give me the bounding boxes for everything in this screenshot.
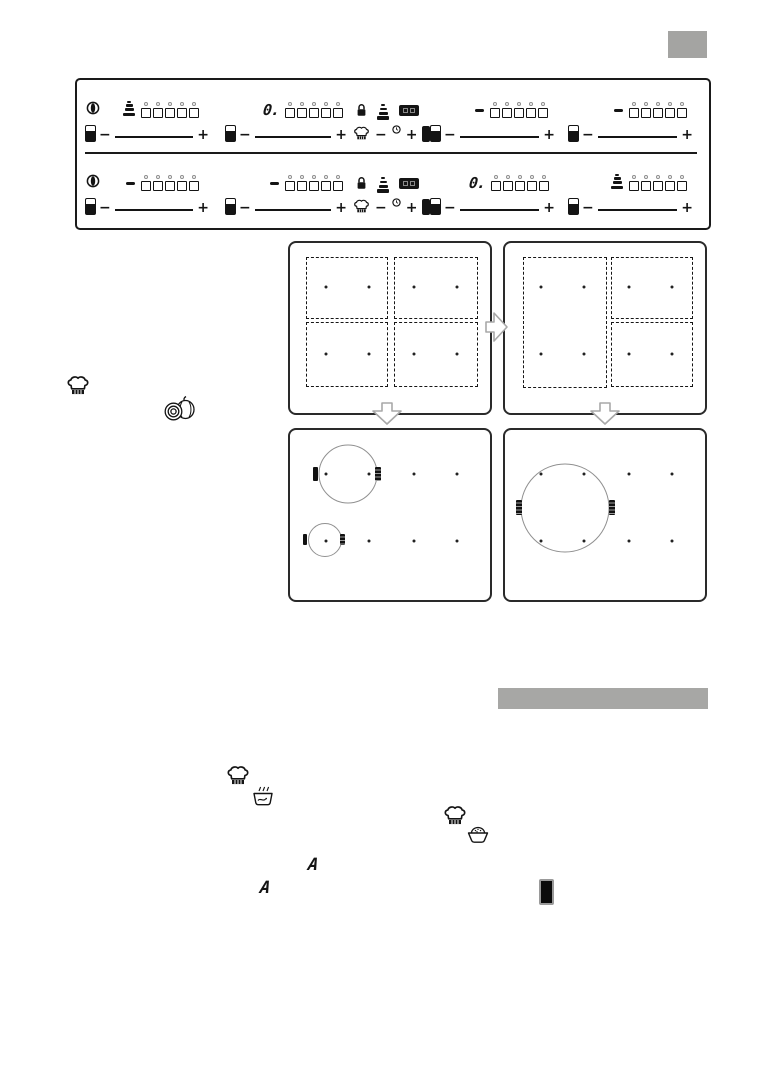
zone-off-indicator — [475, 109, 484, 113]
pan-sensor-dot — [456, 473, 459, 476]
power-level-squares — [490, 102, 548, 118]
power-level-square — [515, 175, 525, 191]
onion-icon — [162, 392, 198, 422]
pan-sensor-dot — [671, 353, 674, 356]
slider-display-icon — [430, 125, 441, 142]
slider-display-icon — [225, 198, 236, 215]
power-level-square — [333, 102, 343, 118]
power-level-square — [333, 175, 343, 191]
cooking-zone-outline — [306, 257, 388, 319]
timer-minus: − — [375, 127, 387, 143]
lock-icon — [356, 176, 367, 190]
slider-track — [598, 209, 678, 211]
power-level-square — [309, 175, 319, 191]
power-level-square — [653, 175, 663, 191]
bridge-zones-icon — [399, 178, 419, 189]
power-level-square — [665, 175, 675, 191]
section-heading-bar — [498, 688, 708, 709]
chef-hat-icon — [226, 765, 250, 788]
zone1-indicator-group — [117, 173, 199, 191]
power-level-square — [502, 102, 512, 118]
cooking-zone-outline — [306, 322, 388, 387]
power-level-squares — [629, 102, 687, 118]
timer-controls-group — [353, 124, 430, 142]
zone-display: 0. — [262, 101, 280, 119]
slider-minus: − — [444, 127, 456, 143]
zone-display: 0. — [468, 174, 486, 192]
slider-plus: + — [197, 200, 209, 216]
hob-layout-large-pot — [503, 428, 707, 602]
power-level-square — [189, 175, 199, 191]
zone2-power-slider — [225, 197, 347, 215]
pan-sensor-dot — [413, 353, 416, 356]
slider-display-icon — [85, 125, 96, 142]
zone1-power-slider — [85, 197, 209, 215]
zone2-power-slider — [225, 124, 347, 142]
pot-handle — [516, 500, 522, 515]
slider-minus: − — [239, 200, 251, 216]
slider-plus: + — [335, 127, 347, 143]
power-level-square — [177, 102, 187, 118]
pan-sensor-dot — [628, 473, 631, 476]
rice-bowl-icon — [465, 823, 491, 845]
slider-track — [255, 209, 332, 211]
pan-sensor-dot — [413, 473, 416, 476]
power-level-square — [165, 102, 175, 118]
pan-sensor-dot — [583, 540, 586, 543]
power-level-square — [285, 102, 295, 118]
pan-sensor-dot — [456, 353, 459, 356]
power-level-square — [153, 175, 163, 191]
chef-hat-icon — [353, 126, 370, 142]
pan-sensor-dot — [628, 540, 631, 543]
slider-plus: + — [681, 200, 693, 216]
zone4-indicator-group — [605, 173, 687, 191]
zone2-indicator-group — [257, 100, 343, 118]
slider-plus: + — [543, 200, 555, 216]
power-level-squares — [285, 102, 343, 118]
arrow-down-icon — [371, 402, 403, 426]
power-level-square — [285, 175, 295, 191]
slider-plus: + — [543, 127, 555, 143]
slider-minus: − — [99, 127, 111, 143]
power-level-square — [297, 175, 307, 191]
slider-minus: − — [239, 127, 251, 143]
power-level-squares — [141, 175, 199, 191]
arrow-right-icon — [485, 311, 509, 343]
pan-sensor-dot — [583, 286, 586, 289]
panel-divider — [85, 152, 697, 154]
pan-sensor-dot — [540, 473, 543, 476]
pan-sensor-dot — [583, 353, 586, 356]
hob-layout-two-pots — [288, 428, 492, 602]
pot-handle — [375, 467, 381, 481]
pan-sensor-dot — [325, 286, 328, 289]
power-icon — [86, 101, 100, 115]
pan-sensor-dot — [413, 540, 416, 543]
slider-track — [255, 136, 332, 138]
slider-track — [598, 136, 678, 138]
page-number-badge — [668, 31, 707, 58]
pan-sensor-dot — [583, 473, 586, 476]
zone1-indicator-group — [117, 100, 199, 118]
pan-sensor-dot — [540, 286, 543, 289]
zone1-power-slider — [85, 124, 209, 142]
zone-off-indicator — [614, 109, 623, 113]
pot-outline-xl — [521, 464, 610, 553]
timer-plus: + — [405, 127, 418, 143]
power-level-square — [141, 175, 151, 191]
pan-sensor-dot — [368, 353, 371, 356]
heat-level-icon — [611, 174, 623, 190]
power-level-square — [629, 102, 639, 118]
slider-track — [460, 209, 540, 211]
arrow-down-icon — [589, 402, 621, 426]
auto-heatup-display: A — [306, 855, 320, 875]
power-level-square — [321, 175, 331, 191]
slider-display-icon — [430, 198, 441, 215]
heat-level-icon — [377, 177, 389, 193]
center-icons-group — [356, 176, 419, 195]
power-level-square — [677, 102, 687, 118]
slider-display-icon — [225, 125, 236, 142]
power-level-square — [153, 102, 163, 118]
power-level-square — [527, 175, 537, 191]
power-level-squares — [285, 175, 343, 191]
timer-plus: + — [405, 200, 418, 216]
pan-sensor-dot — [456, 540, 459, 543]
lock-icon — [356, 103, 367, 117]
slider-display-icon — [568, 125, 579, 142]
zone3-power-slider — [430, 124, 555, 142]
slider-plus: + — [335, 200, 347, 216]
timer-controls-group — [353, 197, 430, 215]
pan-sensor-dot — [368, 540, 371, 543]
pan-sensor-dot — [628, 286, 631, 289]
zone3-power-slider — [430, 197, 555, 215]
power-level-square — [491, 175, 501, 191]
slider-minus: − — [444, 200, 456, 216]
bridged-zone-outline — [523, 257, 607, 388]
booster-display-key — [539, 879, 554, 905]
power-level-square — [503, 175, 513, 191]
power-level-square — [321, 102, 331, 118]
pot-handle — [340, 534, 345, 545]
pan-sensor-dot — [456, 286, 459, 289]
pan-sensor-dot — [413, 286, 416, 289]
power-level-square — [514, 102, 524, 118]
power-level-square — [538, 102, 548, 118]
power-level-squares — [491, 175, 549, 191]
slider-track — [115, 136, 194, 138]
power-level-square — [526, 102, 536, 118]
slider-plus: + — [681, 127, 693, 143]
power-level-square — [141, 102, 151, 118]
zone3-indicator-group — [462, 173, 549, 191]
slider-minus: − — [582, 127, 594, 143]
center-icons-group — [356, 103, 419, 122]
power-level-square — [309, 102, 319, 118]
heat-level-icon — [123, 101, 135, 117]
power-level-square — [665, 102, 675, 118]
pan-sensor-dot — [540, 353, 543, 356]
timer-minus: − — [375, 200, 387, 216]
cooking-zone-outline — [394, 257, 478, 319]
chef-hat-icon — [353, 199, 370, 215]
timer-icon — [392, 125, 401, 134]
chef-hat-icon — [443, 805, 467, 828]
pot-handle — [609, 500, 615, 515]
zone-off-indicator — [126, 182, 135, 186]
pan-sensor-dot — [325, 473, 328, 476]
slider-display-icon — [85, 198, 96, 215]
cooking-zone-outline — [394, 322, 478, 387]
pot-handle — [313, 467, 318, 481]
pan-sensor-dot — [325, 540, 328, 543]
zone4-power-slider — [568, 197, 693, 215]
zone4-indicator-group — [602, 100, 687, 118]
pan-sensor-dot — [628, 353, 631, 356]
slider-track — [460, 136, 540, 138]
hob-layout-four-zones — [288, 241, 492, 415]
zone-off-indicator — [270, 182, 279, 186]
auto-heatup-display: A — [258, 878, 272, 898]
timer-icon — [392, 198, 401, 207]
slider-minus: − — [582, 200, 594, 216]
slider-track — [115, 209, 194, 211]
heat-level-icon — [377, 104, 389, 120]
pot-handle — [303, 534, 307, 545]
cooking-zone-outline — [611, 322, 693, 387]
pan-sensor-dot — [671, 473, 674, 476]
power-level-square — [629, 175, 639, 191]
cooking-zone-outline — [611, 257, 693, 319]
zone3-indicator-group — [472, 100, 548, 118]
chef-hat-icon — [66, 375, 90, 398]
pan-sensor-dot — [671, 286, 674, 289]
pan-sensor-dot — [325, 353, 328, 356]
power-level-square — [677, 175, 687, 191]
slider-plus: + — [197, 127, 209, 143]
bridge-zones-icon — [399, 105, 419, 116]
power-level-squares — [629, 175, 687, 191]
pan-sensor-dot — [671, 540, 674, 543]
power-level-squares — [141, 102, 199, 118]
slider-minus: − — [99, 200, 111, 216]
power-level-square — [177, 175, 187, 191]
power-level-square — [189, 102, 199, 118]
power-level-square — [297, 102, 307, 118]
pan-sensor-dot — [368, 473, 371, 476]
zone4-power-slider — [568, 124, 693, 142]
power-level-square — [490, 102, 500, 118]
control-panel-diagram — [75, 78, 711, 230]
power-level-square — [165, 175, 175, 191]
zone2-indicator-group — [257, 173, 343, 191]
power-level-square — [653, 102, 663, 118]
pan-steam-icon — [250, 783, 276, 807]
pan-sensor-dot — [540, 540, 543, 543]
hob-layout-bridged-left — [503, 241, 707, 415]
pan-sensor-dot — [368, 286, 371, 289]
power-level-square — [641, 175, 651, 191]
power-icon — [86, 174, 100, 188]
power-level-square — [539, 175, 549, 191]
power-level-square — [641, 102, 651, 118]
slider-display-icon — [568, 198, 579, 215]
